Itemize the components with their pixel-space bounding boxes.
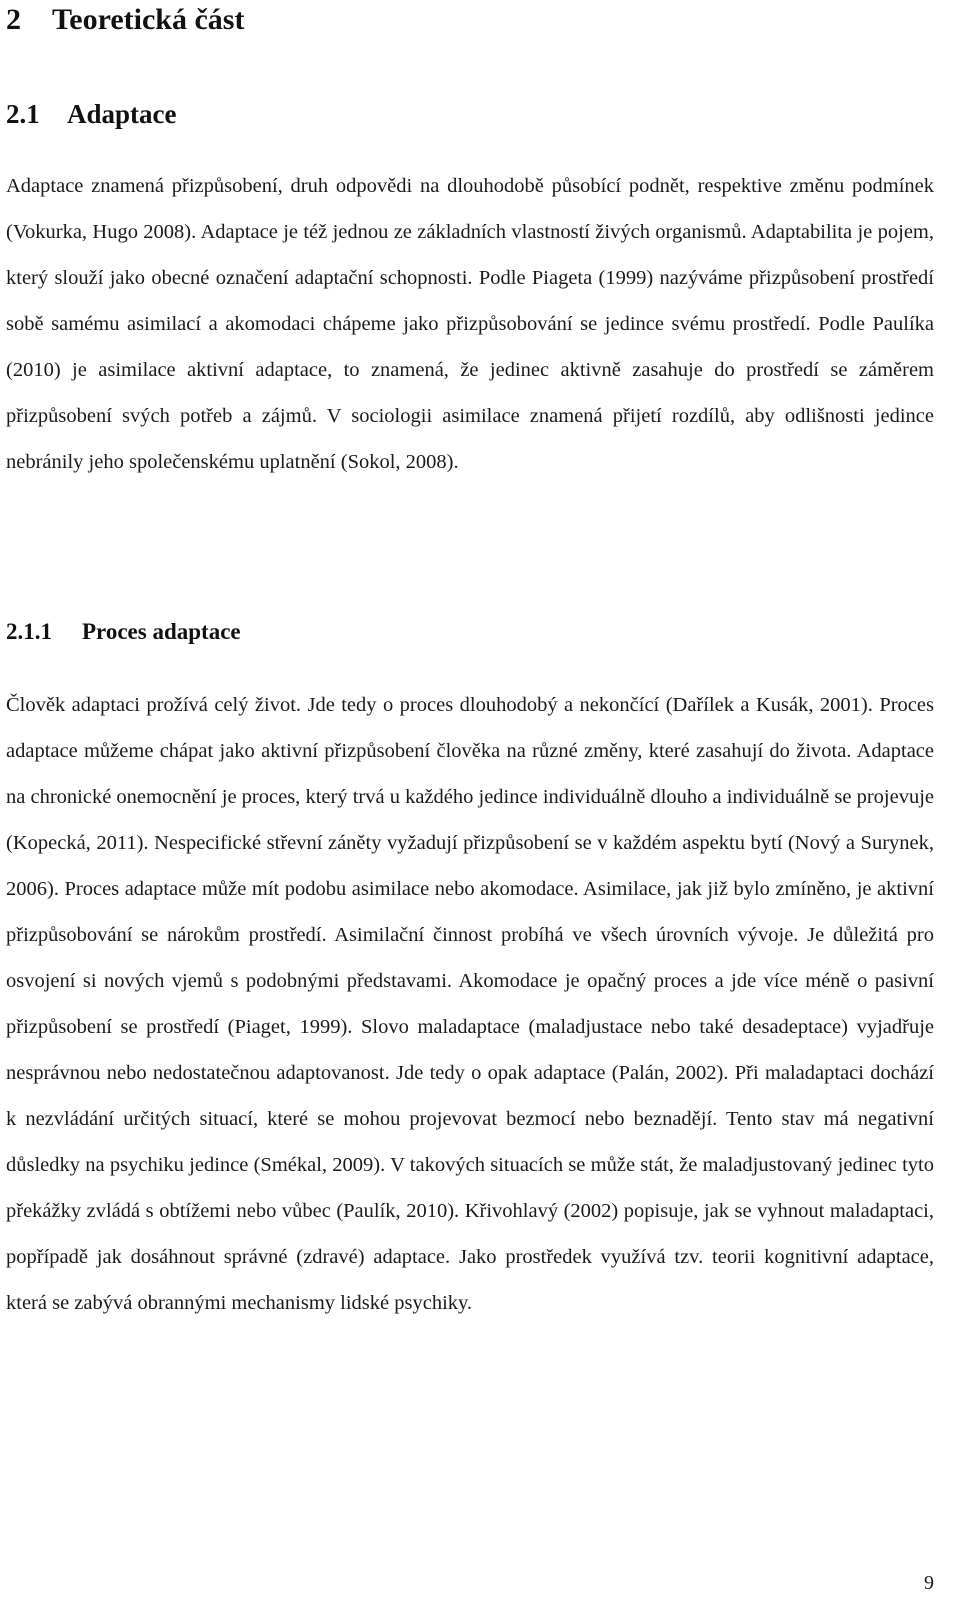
subsection-title: Proces adaptace bbox=[82, 619, 241, 644]
subsection-paragraph: Člověk adaptaci prožívá celý život. Jde tedy o proces dlouhodobý a nekončící (Dařílek a Kusák, 2001). Proces adaptace můžeme chápat jako aktivní přizpůsobení člověka na různé změny, které zasahují do života. Adaptace na chronické onemocnění je proces, který trvá u každého jedince individuálně dlouho a individuálně se projevuje (Kopecká, 2011). Nespecifické střevní záněty vyžadují přizpůsobení se v každém aspektu bytí (Nový a Surynek, 2006). Proces adaptace může mít podobu asimilace nebo akomodace. Asimilace, jak již bylo zmíněno, je aktivní přizpůsobování se nárokům prostředí. Asimilační činnost probíhá ve všech úrovních vývoje. Je důležitá pro osvojení si nových vjemů s podobnými představami. Akomodace je opačný proces a jde více méně o pasivní přizpůsobení se prostředí (Piaget, 1999). Slovo maladaptace (maladjustace nebo také desadeptace) vyjadřuje nesprávnou nebo nedostatečnou adaptovanost. Jde tedy o opak adaptace (Palán, 2002). Při maladaptaci dochází k nezvládání určitých situací, které se mohou projevovat bezmocí nebo beznadějí. Tento stav má negativní důsledky na psychiku jedince (Smékal, 2009). V takových situacích se může stát, že maladjustovaný jedinec tyto překážky zvládá s obtížemi nebo vůbec (Paulík, 2010). Křivohlavý (2002) popisuje, jak se vyhnout maladaptaci, popřípadě jak dosáhnout správné (zdravé) adaptace. Jako prostředek využívá tzv. teorii kognitivní adaptace, která se zabývá obrannými mechanismy lidské psychiky. bbox=[6, 694, 934, 1314]
section-paragraph: Adaptace znamená přizpůsobení, druh odpovědi na dlouhodobě působící podnět, respektive změnu podmínek (Vokurka, Hugo 2008). Adaptace je též jednou ze základních vlastností živých organismů. Adaptabilita je pojem, který slouží jako obecné označení adaptační schopnosti. Podle Piageta (1999) nazýváme přizpůsobení prostředí sobě samému asimilací a akomodaci chápeme jako přizpůsobování se jedince svému prostředí. Podle Paulíka (2010) je asimilace aktivní adaptace, to znamená, že jedinec aktivně zasahuje do prostředí se záměrem přizpůsobení svých potřeb a zájmů. V sociologii asimilace znamená přijetí rozdílů, aby odlišnosti jedince nebránily jeho společenskému uplatnění (Sokol, 2008). bbox=[6, 175, 934, 473]
subsection-heading bbox=[6, 617, 241, 647]
subsection-number: 2.1.1 bbox=[6, 619, 52, 644]
chapter-number: 2 bbox=[6, 3, 21, 36]
section-heading bbox=[6, 97, 177, 131]
chapter-heading bbox=[6, 2, 244, 38]
section-number: 2.1 bbox=[6, 99, 40, 129]
page-number: 9 bbox=[924, 1572, 934, 1594]
section-title: Adaptace bbox=[67, 99, 177, 129]
chapter-title: Teoretická část bbox=[52, 3, 245, 36]
